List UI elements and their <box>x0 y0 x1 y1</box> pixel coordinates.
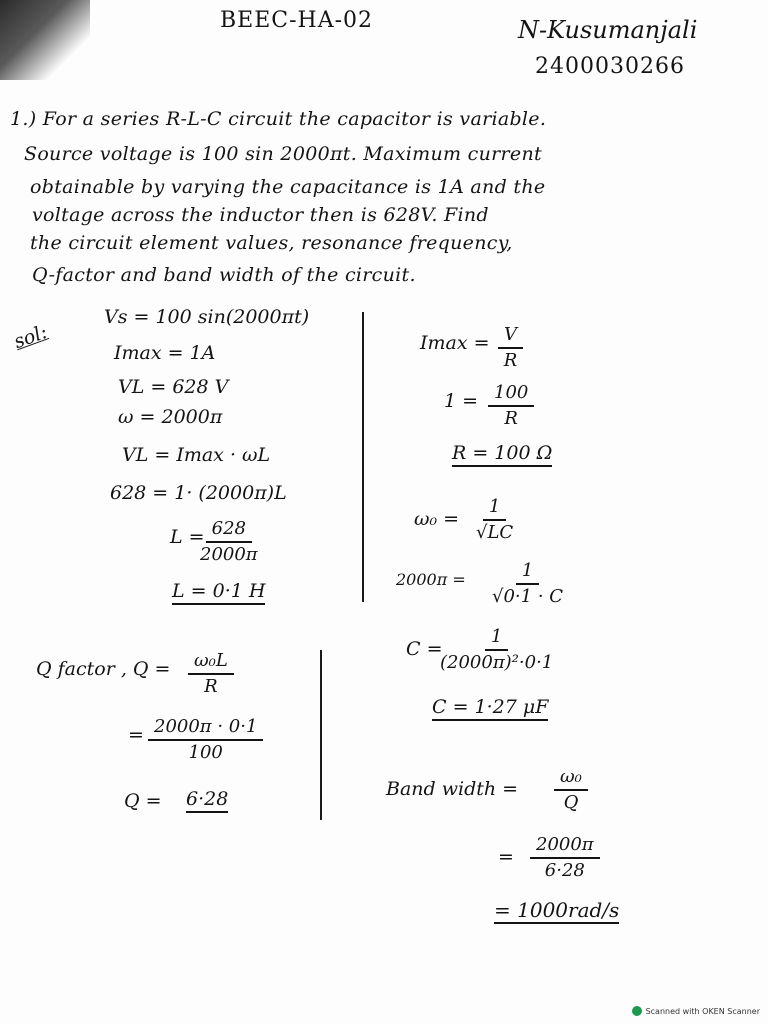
question-line: voltage across the inductor then is 628V. Find <box>32 204 489 226</box>
solution-label: sol: <box>11 320 51 354</box>
w0-numerator: 1 <box>483 498 506 521</box>
bandwidth-step-numerator: 2000π <box>530 836 600 859</box>
resistance-result: R = 100 Ω <box>452 444 552 467</box>
scanner-logo-icon <box>632 1006 642 1016</box>
question-line: the circuit element values, resonance frequency, <box>30 232 513 254</box>
one-denominator: R <box>504 408 518 429</box>
bandwidth-lhs: Band width = <box>386 778 519 800</box>
question-line: 1.) For a series R-L-C circuit the capacitor is variable. <box>10 108 547 130</box>
column-divider-top <box>362 312 364 602</box>
bandwidth-result: = 1000rad/s <box>494 898 620 922</box>
imax-numerator: V <box>498 326 523 349</box>
qfactor-numerator: ω₀L <box>188 652 234 675</box>
c-denominator: (2000π)²·0·1 <box>440 652 554 673</box>
question-line: obtainable by varying the capacitance is 1A and the <box>30 176 546 198</box>
column-divider-bottom <box>320 650 322 820</box>
student-id: 2400030266 <box>535 54 685 79</box>
l-equation-lhs: L = <box>170 526 205 548</box>
qfactor-result-lhs: Q = <box>124 790 162 812</box>
qfactor-step-numerator: 2000π · 0·1 <box>148 718 263 741</box>
bandwidth-step-fraction <box>530 836 600 880</box>
student-name: N-Kusumanjali <box>518 16 698 44</box>
w0b-numerator: 1 <box>516 562 539 585</box>
imax-fraction <box>498 326 523 370</box>
bandwidth-denominator: Q <box>563 792 579 813</box>
question-line: Source voltage is 100 sin 2000πt. Maximum current <box>24 143 542 165</box>
capacitance-result: C = 1·27 μF <box>432 698 548 721</box>
bandwidth-fraction <box>554 768 588 812</box>
page-corner-shadow <box>0 0 90 80</box>
w0-fraction <box>476 498 513 542</box>
source-voltage: Vs = 100 sin(2000πt) <box>104 306 310 328</box>
bandwidth-numerator: ω₀ <box>554 768 588 791</box>
qfactor-result-value: 6·28 <box>186 790 228 813</box>
qfactor-denominator: R <box>204 676 218 697</box>
scanner-watermark-text: Scanned with OKEN Scanner <box>645 1006 760 1016</box>
inductance-result: L = 0·1 H <box>172 582 265 605</box>
vl-substitution: 628 = 1· (2000π)L <box>110 482 287 504</box>
inductor-voltage: VL = 628 V <box>118 376 229 398</box>
omega-value: ω = 2000π <box>118 406 223 428</box>
qfactor-fraction <box>188 652 234 696</box>
course-code: BEEC-HA-02 <box>220 8 374 33</box>
qfactor-lhs: Q factor , Q = <box>36 658 171 680</box>
vl-formula: VL = Imax · ωL <box>122 444 271 466</box>
qfactor-step-fraction <box>148 718 263 762</box>
c-lhs: C = <box>406 638 443 660</box>
imax-denominator: R <box>503 350 518 371</box>
w0-denominator: √LC <box>476 522 514 543</box>
max-current: Imax = 1A <box>114 342 216 364</box>
l-fraction <box>200 520 258 564</box>
one-numerator: 100 <box>488 384 534 407</box>
one-lhs: 1 = <box>444 390 479 412</box>
c-fraction <box>440 628 553 672</box>
question-line: Q-factor and band width of the circuit. <box>32 264 416 286</box>
bandwidth-step-denominator: 6·28 <box>544 860 585 881</box>
qfactor-step-equals: = <box>128 724 144 746</box>
imax-lhs: Imax = <box>420 332 490 354</box>
qfactor-step-denominator: 100 <box>188 742 223 763</box>
l-fraction-numerator: 628 <box>206 520 252 543</box>
one-fraction <box>488 384 534 428</box>
bandwidth-step-equals: = <box>498 846 514 868</box>
scanner-watermark <box>632 1006 760 1016</box>
w0b-lhs: 2000π = <box>396 570 466 589</box>
l-fraction-denominator: 2000π <box>200 544 258 565</box>
w0b-denominator: √0·1 · C <box>492 586 564 607</box>
w0b-fraction <box>492 562 563 606</box>
w0-lhs: ω₀ = <box>414 508 460 530</box>
c-numerator: 1 <box>485 628 508 651</box>
